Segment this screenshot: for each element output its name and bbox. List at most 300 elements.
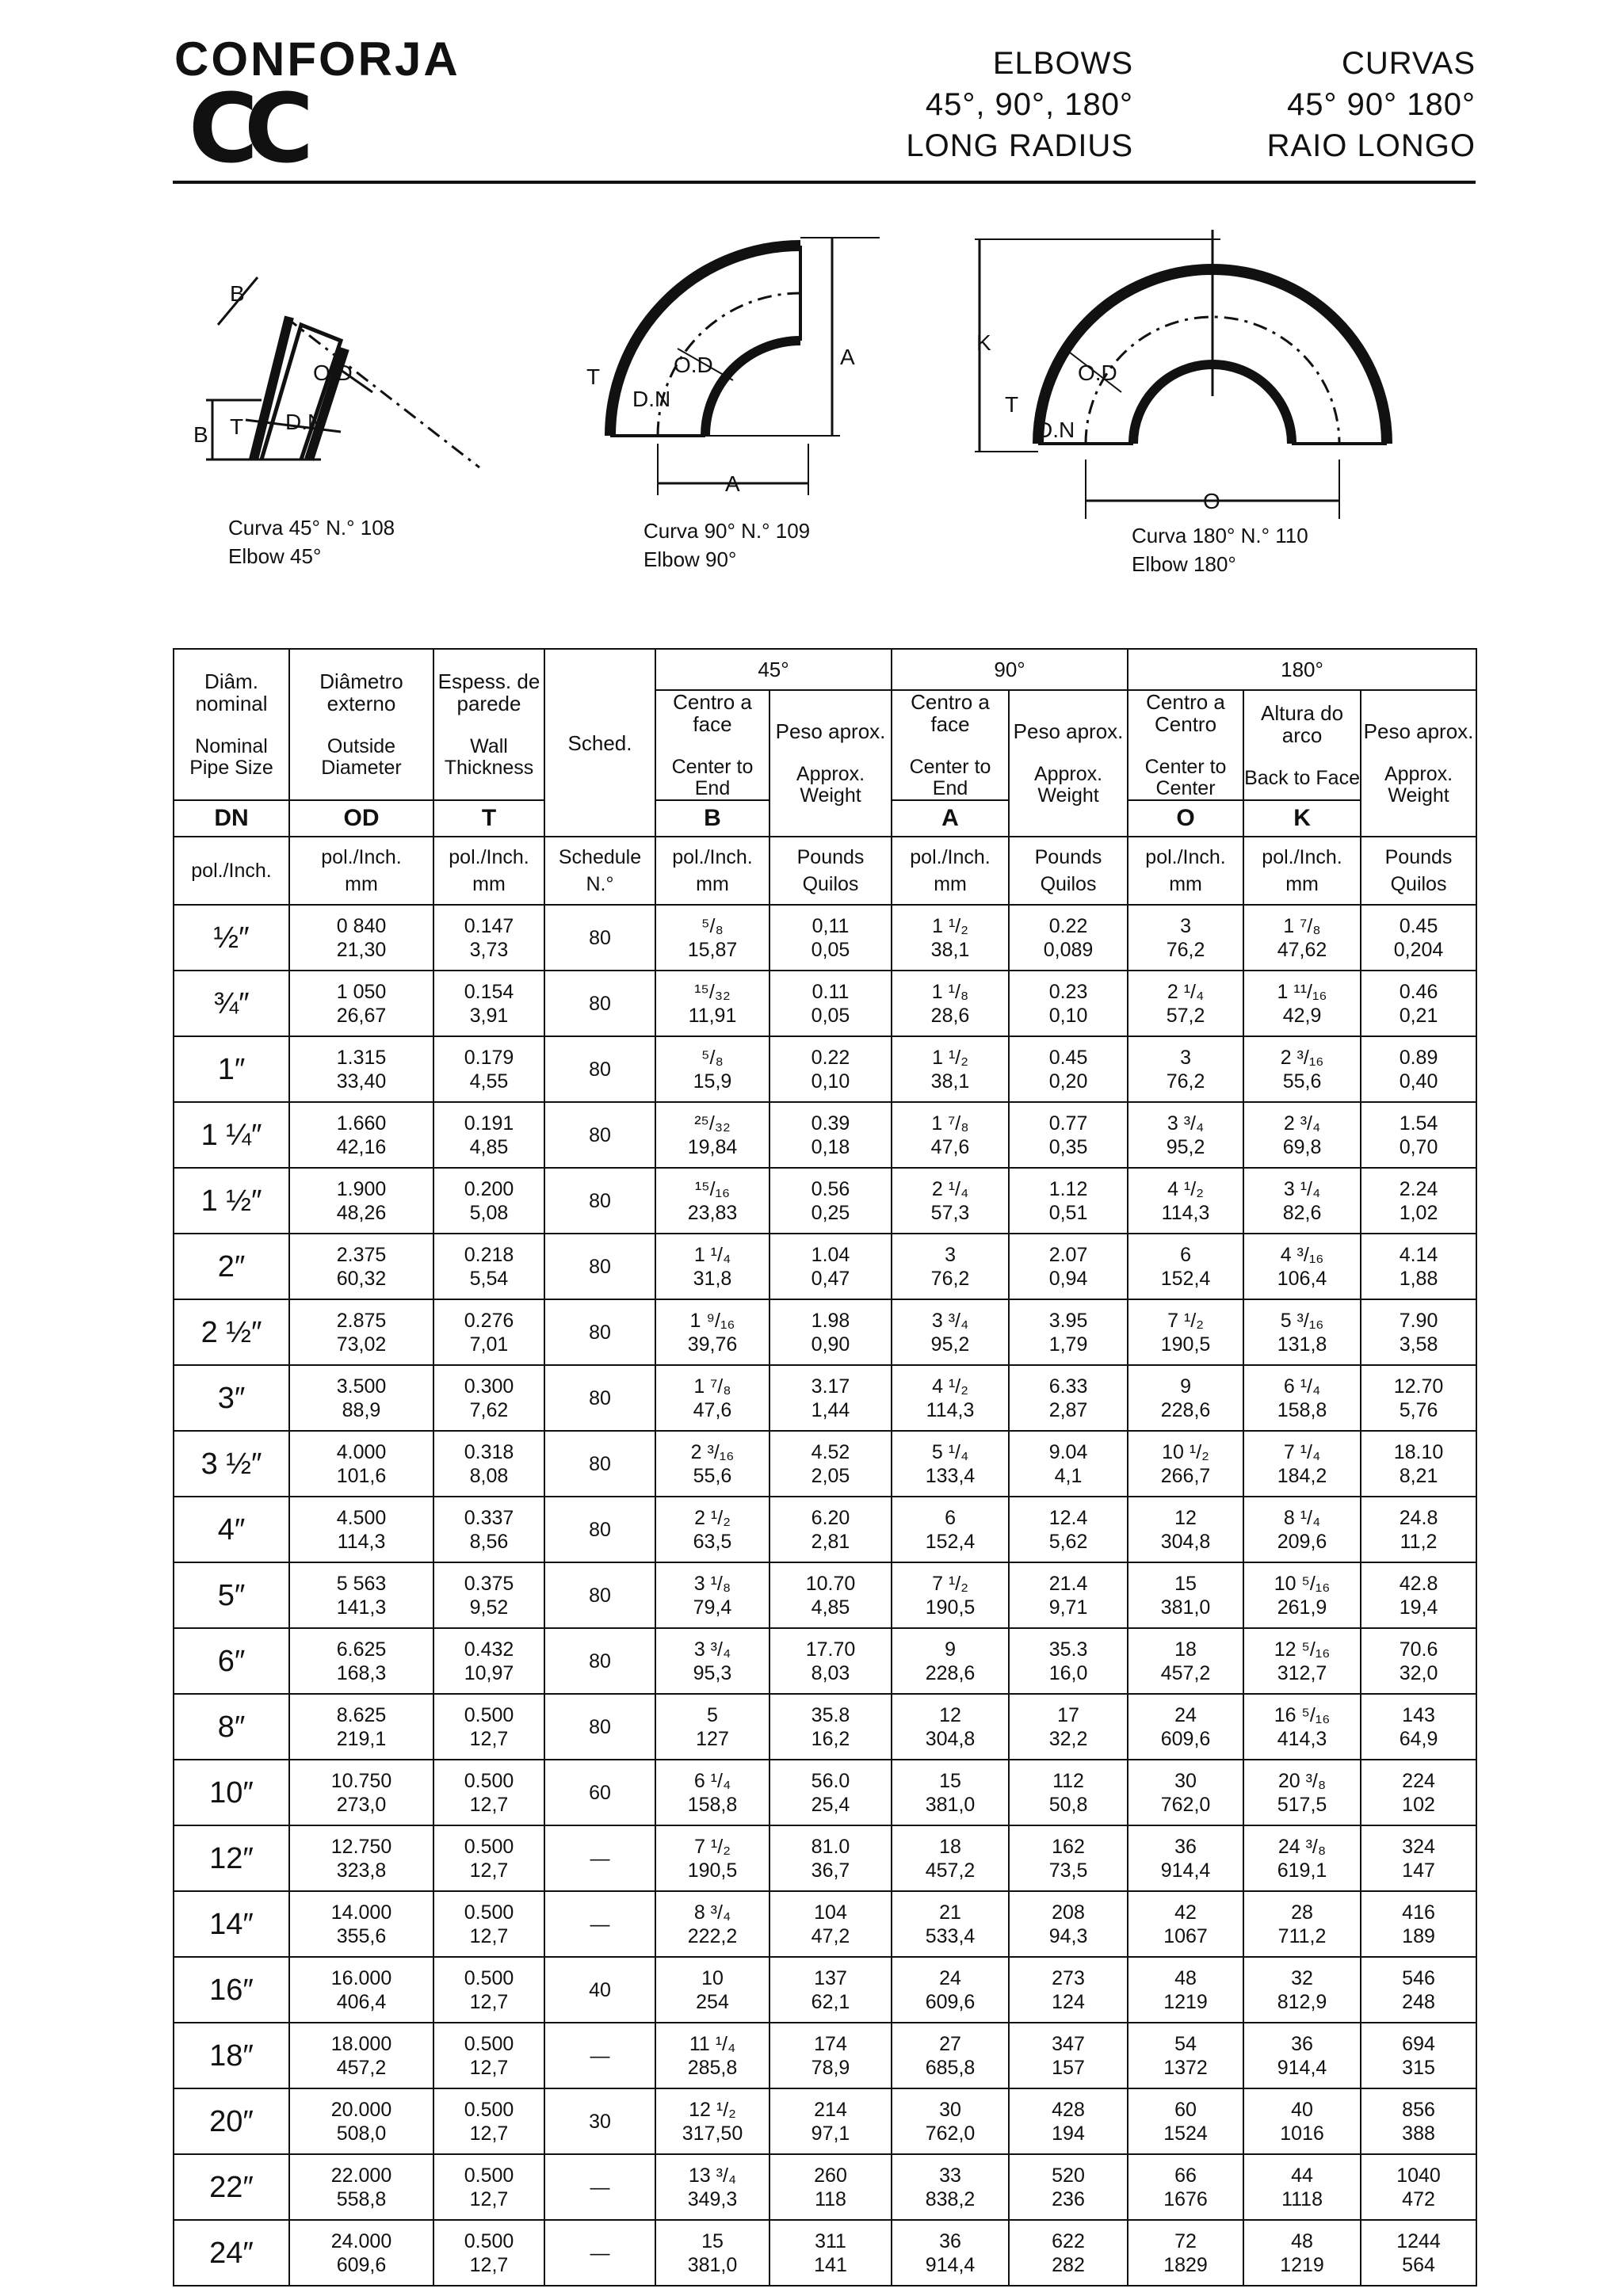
cell-t xyxy=(433,1694,544,1760)
col-o-header: Centro a Centro Center to Center xyxy=(1128,690,1243,800)
cell-w90-value-1: 112 xyxy=(1052,1769,1084,1792)
cell-sch: — xyxy=(544,2220,655,2286)
cell-size: 4″ xyxy=(174,1497,289,1562)
cell-w90-value-2: 124 xyxy=(1052,1990,1085,2013)
cell-w45-value-2: 47,2 xyxy=(811,1924,850,1947)
cell-k xyxy=(1243,2023,1361,2088)
cell-b-value-1: 13 ³/₄ xyxy=(688,2164,737,2187)
cell-k-value-2: 414,3 xyxy=(1277,1727,1327,1750)
cell-w180 xyxy=(1361,1299,1476,1365)
cell-size: 3 ½″ xyxy=(174,1431,289,1497)
cell-od-value-2: 168,3 xyxy=(336,1661,387,1684)
cell-t xyxy=(433,1497,544,1562)
cell-size: 3″ xyxy=(174,1365,289,1431)
cell-w45-value-2: 78,9 xyxy=(811,2056,850,2079)
cell-w180-value-2: 147 xyxy=(1402,1859,1435,1882)
cell-t-value-1: 0.500 xyxy=(464,2229,514,2252)
col-k-header: Altura do arco Back to Face xyxy=(1243,690,1361,800)
cell-b-value-1: 5 xyxy=(707,1703,718,1726)
cell-t-value-1: 0.375 xyxy=(464,1572,514,1595)
cell-w45 xyxy=(769,1365,892,1431)
cell-sch: 80 xyxy=(544,1562,655,1628)
cell-w90-value-2: 0,20 xyxy=(1048,1070,1088,1093)
cell-o xyxy=(1128,1431,1243,1497)
cell-t xyxy=(433,1891,544,1957)
cell-w180-value-2: 315 xyxy=(1402,2056,1435,2079)
cell-t-value-1: 0.500 xyxy=(464,1769,514,1792)
cell-w90-value-1: 35.3 xyxy=(1048,1638,1088,1661)
cell-b xyxy=(655,1694,769,1760)
cell-o-value-2: 152,4 xyxy=(1160,1267,1211,1290)
cell-k-value-2: 1118 xyxy=(1281,2187,1323,2210)
cell-od xyxy=(289,1825,433,1891)
cell-a xyxy=(892,1562,1009,1628)
cell-a xyxy=(892,1694,1009,1760)
cell-w90 xyxy=(1009,1562,1128,1628)
cell-w90-value-1: 2.07 xyxy=(1048,1243,1088,1266)
cell-w90-value-2: 4,1 xyxy=(1054,1464,1083,1487)
cell-o xyxy=(1128,2154,1243,2220)
cell-od xyxy=(289,2220,433,2286)
code-dn: DN xyxy=(174,800,289,837)
cell-k-value-2: 1219 xyxy=(1280,2253,1324,2276)
cell-size: 5″ xyxy=(174,1562,289,1628)
cell-t-value-1: 0.500 xyxy=(464,2032,514,2055)
cell-w90 xyxy=(1009,2023,1128,2088)
cell-w45 xyxy=(769,1694,892,1760)
cell-w90-value-2: 1,79 xyxy=(1048,1333,1088,1356)
cell-w180-value-1: 143 xyxy=(1402,1703,1435,1726)
cell-od-value-1: 2.875 xyxy=(336,1309,387,1332)
cell-od xyxy=(289,905,433,971)
cell-sch: 80 xyxy=(544,1365,655,1431)
code-t: T xyxy=(433,800,544,837)
col-w45-header: Peso aprox. Approx. Weight xyxy=(769,690,892,837)
cell-b xyxy=(655,1168,769,1234)
cell-sch: — xyxy=(544,2023,655,2088)
cell-size: 10″ xyxy=(174,1760,289,1825)
cell-od-value-1: 20.000 xyxy=(330,2098,392,2121)
cell-o xyxy=(1128,971,1243,1036)
cell-o xyxy=(1128,1497,1243,1562)
cell-w180-value-1: 546 xyxy=(1402,1966,1435,1989)
code-a: A xyxy=(892,800,1009,837)
table-body xyxy=(174,905,1476,2286)
cell-o xyxy=(1128,1891,1243,1957)
cell-t-value-1: 0.191 xyxy=(464,1112,514,1135)
cell-w90-value-2: 0,10 xyxy=(1048,1004,1088,1027)
cell-size: 2″ xyxy=(174,1234,289,1299)
cell-b-value-1: 2 ³/₁₆ xyxy=(690,1440,735,1463)
cell-t xyxy=(433,1760,544,1825)
cell-size: 18″ xyxy=(174,2023,289,2088)
cell-w180 xyxy=(1361,1760,1476,1825)
cell-w180-value-2: 0,40 xyxy=(1399,1070,1438,1093)
cell-t-value-1: 0.154 xyxy=(464,980,514,1003)
caption-pt: Curva 180° N.° 110 xyxy=(1132,524,1308,547)
cell-b-value-2: 23,83 xyxy=(687,1201,738,1224)
cell-k xyxy=(1243,1628,1361,1694)
table-row xyxy=(174,1365,1476,1431)
cell-b xyxy=(655,971,769,1036)
cell-t-value-1: 0.318 xyxy=(464,1440,514,1463)
cell-a-value-2: 609,6 xyxy=(925,1990,976,2013)
cell-t-value-1: 0.200 xyxy=(464,1177,514,1200)
cell-w180-value-1: 0.46 xyxy=(1399,980,1438,1003)
cell-od-value-1: 10.750 xyxy=(330,1769,392,1792)
cell-b xyxy=(655,1299,769,1365)
cell-t xyxy=(433,971,544,1036)
cell-a xyxy=(892,1168,1009,1234)
cell-w90-value-2: 236 xyxy=(1052,2187,1085,2210)
cell-w180-value-1: 24.8 xyxy=(1399,1506,1438,1529)
cell-o-value-2: 609,6 xyxy=(1160,1727,1211,1750)
cell-w180-value-1: 1.54 xyxy=(1399,1112,1438,1135)
cell-o xyxy=(1128,1694,1243,1760)
cell-od-value-2: 26,67 xyxy=(336,1004,387,1027)
cell-a-value-2: 38,1 xyxy=(930,1070,970,1093)
cell-k xyxy=(1243,1299,1361,1365)
cell-t-value-1: 0.500 xyxy=(464,2164,514,2187)
cell-b-value-1: ⁵/₈ xyxy=(701,1046,724,1069)
cell-w90 xyxy=(1009,1234,1128,1299)
table-row xyxy=(174,1431,1476,1497)
cell-b-value-2: 349,3 xyxy=(687,2187,738,2210)
cell-w90 xyxy=(1009,1694,1128,1760)
cell-k-value-2: 131,8 xyxy=(1277,1333,1327,1356)
cell-w180 xyxy=(1361,1562,1476,1628)
cell-b-value-1: 15 xyxy=(701,2229,724,2252)
cell-w45-value-2: 0,05 xyxy=(811,938,850,961)
cell-b-value-2: 15,9 xyxy=(693,1070,732,1093)
cell-t xyxy=(433,1825,544,1891)
cell-t-value-1: 0.147 xyxy=(464,914,514,937)
cell-w45 xyxy=(769,1431,892,1497)
cell-w90 xyxy=(1009,2088,1128,2154)
cell-a-value-2: 76,2 xyxy=(930,1267,970,1290)
cell-w90 xyxy=(1009,1957,1128,2023)
cell-od xyxy=(289,2023,433,2088)
cell-k xyxy=(1243,905,1361,971)
cell-t-value-2: 8,08 xyxy=(469,1464,509,1487)
cell-b-value-1: 1 ⁷/₈ xyxy=(693,1375,731,1398)
cell-o-value-2: 190,5 xyxy=(1160,1333,1211,1356)
cell-w45 xyxy=(769,905,892,971)
cell-t xyxy=(433,1299,544,1365)
group-45-header: 45° xyxy=(655,649,892,690)
cell-od-value-2: 141,3 xyxy=(336,1596,387,1619)
cell-k-value-1: 20 ³/₈ xyxy=(1277,1769,1327,1792)
cell-b-value-1: ¹⁵/₃₂ xyxy=(694,980,731,1003)
cell-b-value-2: 39,76 xyxy=(687,1333,738,1356)
cell-b xyxy=(655,1497,769,1562)
cell-od-value-2: 219,1 xyxy=(336,1727,387,1750)
cell-w90-value-1: 0.45 xyxy=(1048,1046,1088,1069)
cell-o xyxy=(1128,1957,1243,2023)
cell-o-value-2: 95,2 xyxy=(1166,1135,1205,1158)
cell-k-value-2: 69,8 xyxy=(1282,1135,1322,1158)
cell-o-value-2: 914,4 xyxy=(1160,1859,1211,1882)
cell-b-value-1: 2 ¹/₂ xyxy=(694,1506,731,1529)
cell-w90-value-1: 3.95 xyxy=(1048,1309,1088,1332)
cell-w45-value-1: 10.70 xyxy=(805,1572,856,1595)
cell-w180-value-1: 694 xyxy=(1402,2032,1435,2055)
label-t: T xyxy=(586,364,601,389)
cell-b-value-1: ⁵/₈ xyxy=(701,914,724,937)
cell-od-value-2: 88,9 xyxy=(342,1398,381,1421)
cell-o-value-1: 6 xyxy=(1180,1243,1191,1266)
cell-w180 xyxy=(1361,1234,1476,1299)
cell-w45-value-2: 36,7 xyxy=(811,1859,850,1882)
unit-w90: Pounds Quilos xyxy=(1009,837,1128,905)
cell-od-value-1: 4.500 xyxy=(336,1506,387,1529)
cell-od xyxy=(289,1694,433,1760)
cell-w180 xyxy=(1361,1825,1476,1891)
cell-a xyxy=(892,1760,1009,1825)
cell-b-value-2: 317,50 xyxy=(682,2122,743,2145)
cell-a xyxy=(892,2154,1009,2220)
cell-w90-value-2: 0,089 xyxy=(1043,938,1094,961)
cell-a-value-2: 685,8 xyxy=(925,2056,976,2079)
cell-k xyxy=(1243,1497,1361,1562)
cell-b-value-2: 11,91 xyxy=(688,1004,737,1027)
cell-od-value-1: 18.000 xyxy=(330,2032,392,2055)
cell-b xyxy=(655,2023,769,2088)
cell-w180-value-2: 189 xyxy=(1402,1924,1435,1947)
cell-w90-value-1: 0.22 xyxy=(1048,914,1088,937)
cell-w45 xyxy=(769,1957,892,2023)
cell-a xyxy=(892,1365,1009,1431)
cell-od-value-1: 16.000 xyxy=(330,1966,392,1989)
cell-b xyxy=(655,1891,769,1957)
cell-o-value-2: 1829 xyxy=(1163,2253,1208,2276)
table-row xyxy=(174,971,1476,1036)
cell-t-value-1: 0.337 xyxy=(464,1506,514,1529)
cell-w45-value-1: 0.11 xyxy=(812,980,850,1003)
cell-w90-value-2: 9,71 xyxy=(1048,1596,1088,1619)
cell-t xyxy=(433,1365,544,1431)
cell-w180-value-1: 856 xyxy=(1402,2098,1435,2121)
cell-a-value-1: 5 ¹/₄ xyxy=(931,1440,969,1463)
cell-t xyxy=(433,1102,544,1168)
cell-b-value-1: 7 ¹/₂ xyxy=(694,1835,731,1858)
cell-o-value-2: 304,8 xyxy=(1160,1530,1211,1553)
cell-o-value-1: 4 ¹/₂ xyxy=(1167,1177,1204,1200)
cell-k-value-2: 261,9 xyxy=(1277,1596,1327,1619)
label-od: O.D xyxy=(1078,360,1117,385)
table-row xyxy=(174,2220,1476,2286)
cell-w180-value-1: 0.45 xyxy=(1399,914,1438,937)
title-en-line-1: ELBOWS xyxy=(992,46,1133,81)
cell-w90-value-1: 520 xyxy=(1052,2164,1085,2187)
cell-a-value-1: 15 xyxy=(939,1769,961,1792)
cell-k-value-1: 36 xyxy=(1291,2032,1313,2055)
cell-w90-value-1: 1.12 xyxy=(1048,1177,1088,1200)
cell-a xyxy=(892,1628,1009,1694)
cell-size: 1 ½″ xyxy=(174,1168,289,1234)
cell-t-value-2: 4,85 xyxy=(469,1135,509,1158)
caption-elbow-90 xyxy=(643,517,810,574)
cell-od-value-2: 73,02 xyxy=(336,1333,387,1356)
cell-t-value-2: 12,7 xyxy=(469,2122,509,2145)
cell-k-value-2: 82,6 xyxy=(1282,1201,1322,1224)
cell-a-value-2: 28,6 xyxy=(930,1004,970,1027)
cell-o xyxy=(1128,1562,1243,1628)
cell-o xyxy=(1128,1628,1243,1694)
cell-size: 24″ xyxy=(174,2220,289,2286)
cell-w45-value-1: 104 xyxy=(814,1901,847,1924)
cell-od-value-2: 42,16 xyxy=(336,1135,387,1158)
cell-b xyxy=(655,1431,769,1497)
cell-k-value-1: 2 ³/₁₆ xyxy=(1280,1046,1324,1069)
cell-sch: 80 xyxy=(544,905,655,971)
cell-o xyxy=(1128,2088,1243,2154)
cell-w90-value-1: 347 xyxy=(1052,2032,1085,2055)
cell-od-value-1: 3.500 xyxy=(336,1375,387,1398)
cell-k-value-2: 711,2 xyxy=(1277,1924,1327,1947)
label-t: T xyxy=(230,414,244,439)
cell-o-value-1: 24 xyxy=(1174,1703,1197,1726)
table-row xyxy=(174,1036,1476,1102)
cell-od-value-2: 355,6 xyxy=(336,1924,387,1947)
cell-w180 xyxy=(1361,1168,1476,1234)
cell-a xyxy=(892,1102,1009,1168)
header-rule xyxy=(173,181,1476,184)
cell-sch: 80 xyxy=(544,1234,655,1299)
cell-w45-value-1: 81.0 xyxy=(811,1835,850,1858)
cell-w180-value-2: 8,21 xyxy=(1399,1464,1438,1487)
cell-k-value-2: 42,9 xyxy=(1282,1004,1322,1027)
cell-b-value-2: 158,8 xyxy=(687,1793,738,1816)
table-row xyxy=(174,2023,1476,2088)
cell-o xyxy=(1128,1299,1243,1365)
cell-a xyxy=(892,1036,1009,1102)
cell-w180 xyxy=(1361,1694,1476,1760)
cell-a-value-1: 21 xyxy=(939,1901,961,1924)
cell-k xyxy=(1243,1957,1361,2023)
cell-w90-value-2: 282 xyxy=(1052,2253,1085,2276)
cell-w45-value-2: 16,2 xyxy=(811,1727,850,1750)
cell-o xyxy=(1128,2023,1243,2088)
svg-text:CC: CC xyxy=(188,86,300,173)
cell-od-value-1: 1.900 xyxy=(336,1177,387,1200)
cell-w90-value-2: 73,5 xyxy=(1048,1859,1088,1882)
cell-b-value-2: 55,6 xyxy=(693,1464,732,1487)
group-180-header: 180° xyxy=(1128,649,1476,690)
cell-o-value-2: 1219 xyxy=(1163,1990,1208,2013)
cell-t-value-2: 8,56 xyxy=(469,1530,509,1553)
cell-w90 xyxy=(1009,1102,1128,1168)
cell-od-value-2: 609,6 xyxy=(336,2253,387,2276)
cell-b-value-1: 6 ¹/₄ xyxy=(693,1769,731,1792)
cell-a-value-2: 133,4 xyxy=(925,1464,976,1487)
cell-w90 xyxy=(1009,971,1128,1036)
label-a-vertical: A xyxy=(840,345,855,369)
cell-w180-value-1: 324 xyxy=(1402,1835,1435,1858)
cell-w180-value-2: 102 xyxy=(1402,1793,1435,1816)
cell-k xyxy=(1243,1694,1361,1760)
cell-b-value-1: 10 xyxy=(701,1966,724,1989)
cell-k-value-1: 2 ³/₄ xyxy=(1283,1112,1321,1135)
cell-w180-value-2: 32,0 xyxy=(1399,1661,1438,1684)
cell-k-value-1: 44 xyxy=(1291,2164,1313,2187)
cell-b xyxy=(655,1957,769,2023)
code-od: OD xyxy=(289,800,433,837)
cell-w45 xyxy=(769,1036,892,1102)
cell-k-value-2: 158,8 xyxy=(1277,1398,1327,1421)
cell-sch: — xyxy=(544,1891,655,1957)
cell-a-value-1: 3 ³/₄ xyxy=(931,1309,969,1332)
cell-w45-value-2: 118 xyxy=(815,2187,846,2210)
cell-w45-value-1: 4.52 xyxy=(811,1440,850,1463)
cell-od-value-1: 14.000 xyxy=(330,1901,392,1924)
cell-od xyxy=(289,2154,433,2220)
cell-a xyxy=(892,1234,1009,1299)
cell-sch: 60 xyxy=(544,1760,655,1825)
cell-o-value-1: 10 ¹/₂ xyxy=(1162,1440,1209,1463)
cell-k xyxy=(1243,1365,1361,1431)
cell-w180-value-2: 1,88 xyxy=(1399,1267,1438,1290)
table-row xyxy=(174,1497,1476,1562)
cell-od xyxy=(289,1497,433,1562)
cell-b-value-2: 79,4 xyxy=(693,1596,732,1619)
title-pt xyxy=(1157,43,1476,166)
cell-sch: 80 xyxy=(544,1497,655,1562)
cell-t-value-1: 0.500 xyxy=(464,1835,514,1858)
cell-o-value-1: 7 ¹/₂ xyxy=(1167,1309,1204,1332)
cell-k-value-2: 47,62 xyxy=(1277,938,1327,961)
cell-a-value-2: 381,0 xyxy=(925,1793,976,1816)
cell-o-value-1: 12 xyxy=(1174,1506,1197,1529)
cell-sch: 80 xyxy=(544,971,655,1036)
cell-w180 xyxy=(1361,1431,1476,1497)
label-od: O.D xyxy=(313,360,353,385)
cell-w45-value-1: 1.04 xyxy=(811,1243,850,1266)
cell-a xyxy=(892,2220,1009,2286)
cell-w45 xyxy=(769,1168,892,1234)
cell-sch: 30 xyxy=(544,2088,655,2154)
cell-od-value-1: 5 563 xyxy=(336,1572,387,1595)
cell-w180-value-2: 3,58 xyxy=(1399,1333,1438,1356)
table-row xyxy=(174,1760,1476,1825)
title-en-line-2: 45°, 90°, 180° xyxy=(925,87,1133,122)
col-w90-header: Peso aprox. Approx. Weight xyxy=(1009,690,1128,837)
cell-k xyxy=(1243,1891,1361,1957)
cell-w180 xyxy=(1361,2154,1476,2220)
cell-t-value-2: 4,55 xyxy=(469,1070,509,1093)
cell-t-value-2: 7,01 xyxy=(469,1333,509,1356)
cell-w180 xyxy=(1361,2023,1476,2088)
cell-b-value-1: 3 ¹/₈ xyxy=(693,1572,731,1595)
cell-k xyxy=(1243,1234,1361,1299)
col-nominal-header: Diâm. nominal Nominal Pipe Size xyxy=(174,649,289,800)
cell-w45 xyxy=(769,2154,892,2220)
cell-w180 xyxy=(1361,905,1476,971)
cell-b-value-2: 31,8 xyxy=(693,1267,732,1290)
cell-w45-value-1: 0.22 xyxy=(811,1046,850,1069)
cell-b-value-2: 222,2 xyxy=(687,1924,738,1947)
cell-b-value-1: 1 ⁹/₁₆ xyxy=(689,1309,735,1332)
cell-w180 xyxy=(1361,1365,1476,1431)
cell-w180-value-1: 2.24 xyxy=(1399,1177,1438,1200)
cell-o-value-2: 114,3 xyxy=(1161,1201,1210,1224)
elbow-90-diagram xyxy=(586,222,888,515)
cell-w45 xyxy=(769,2023,892,2088)
cell-b-value-2: 381,0 xyxy=(687,2253,738,2276)
table-row xyxy=(174,1891,1476,1957)
cell-b-value-2: 15,87 xyxy=(687,938,738,961)
cell-k-value-1: 5 ³/₁₆ xyxy=(1280,1309,1324,1332)
